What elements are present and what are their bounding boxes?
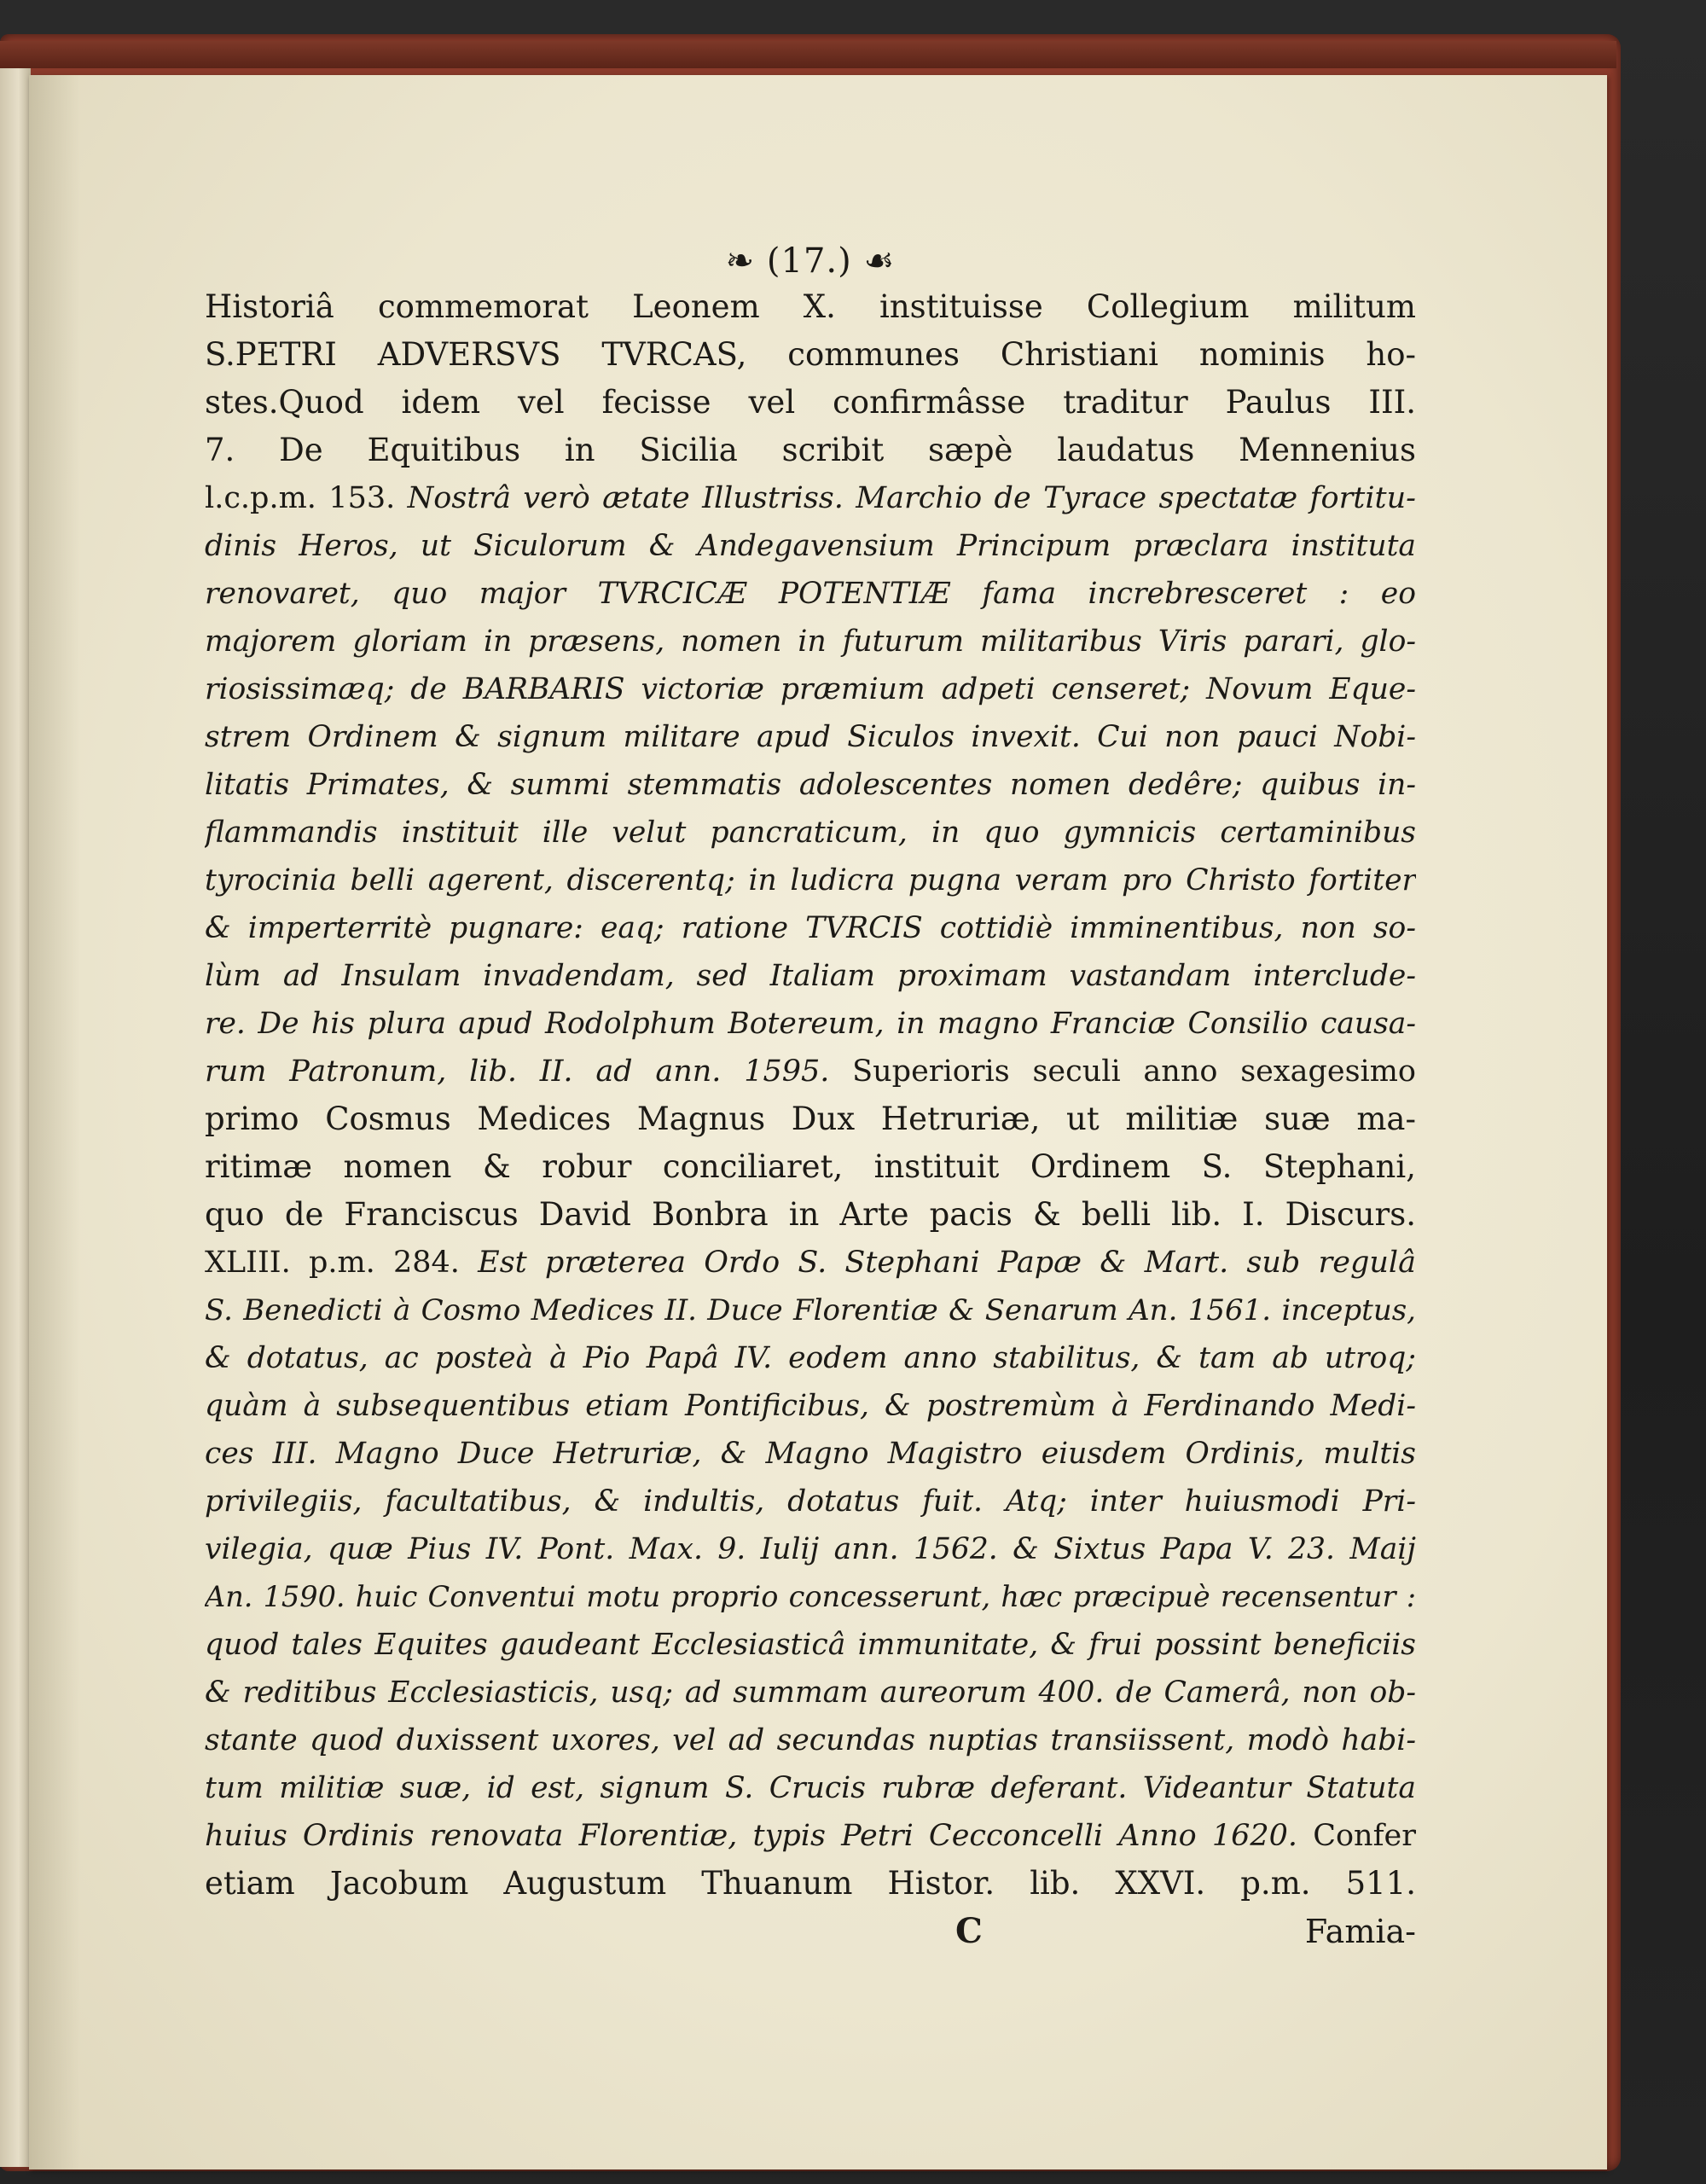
text-line: re. De his plura apud Rodolphum Botereum, in magno Franciæ Consilio causa- — [205, 1007, 1416, 1041]
text-line — [205, 474, 1416, 522]
text-line — [205, 1048, 1416, 1095]
text-line: etiam Jacobum Augustum Thuanum Histor. lib. XXVI. p.m. 511. — [205, 1865, 1416, 1902]
page-number: (17.) — [766, 241, 852, 281]
roman-segment: Confer — [1313, 1819, 1416, 1853]
text-line: An. 1590. huic Conventui motu proprio concesserunt, hæc præcipuè recensentur : — [205, 1580, 1416, 1613]
text-line: flammandis instituit ille velut pancraticum, in quo gymnicis certaminibus — [205, 816, 1416, 850]
text-line — [205, 1812, 1416, 1860]
roman-segment: XLIII. p.m. 284. — [205, 1246, 479, 1280]
text-line: stes.Quod idem vel fecisse vel confirmâsse traditur Paulus III. — [205, 384, 1416, 421]
text-line: ces III. Magno Duce Hetruriæ, & Magno Magistro eiusdem Ordinis, multis — [205, 1437, 1416, 1471]
text-line: S.PETRI ADVERSVS TVRCAS, communes Christiani nominis ho- — [205, 336, 1416, 373]
text-line: dinis Heros, ut Siculorum & Andegavensium Principum præclara instituta — [205, 529, 1416, 563]
header-ornament-left: ❧ — [725, 241, 756, 281]
italic-segment: Est præterea Ordo S. Stephani Papæ & Mart. sub regulâ — [478, 1246, 1416, 1280]
text-line: stante quod duxissent uxores, vel ad secundas nuptias transiissent, modò habi- — [205, 1723, 1416, 1757]
text-line: ritimæ nomen & robur conciliaret, instituit Ordinem S. Stephani, — [205, 1148, 1416, 1185]
text-line: majorem gloriam in præsens, nomen in futurum militaribus Viris parari, glo- — [205, 624, 1416, 659]
text-line: & dotatus, ac posteà à Pio Papâ IV. eodem anno stabilitus, & tam ab utroq; — [205, 1341, 1416, 1375]
text-line: tum militiæ suæ, id est, signum S. Crucis rubræ deferant. Videantur Statuta — [205, 1771, 1416, 1805]
text-line: strem Ordinem & signum militare apud Siculos invexit. Cui non pauci Nobi- — [205, 720, 1416, 754]
text-line — [205, 1239, 1416, 1287]
text-line: renovaret, quo major TVRCICÆ POTENTIÆ fama increbresceret : eo — [205, 577, 1416, 611]
text-line: quo de Franciscus David Bonbra in Arte pacis & belli lib. I. Discurs. — [205, 1196, 1416, 1233]
text-line: 7. De Equitibus in Sicilia scribit sæpè laudatus Mennenius — [205, 432, 1416, 468]
text-line: lùm ad Insulam invadendam, sed Italiam proximam vastandam interclude- — [205, 959, 1416, 993]
text-line: Historiâ commemorat Leonem X. instituisse Collegium militum — [205, 288, 1416, 325]
text-line: privilegiis, facultatibus, & indultis, dotatus fuit. Atq; inter huiusmodi Pri- — [205, 1484, 1416, 1519]
italic-segment: Nostrâ verò ætate Illustriss. Marchio de Tyrace spectatæ fortitu- — [407, 481, 1416, 515]
book-page — [29, 75, 1607, 2169]
text-line: quàm à subsequentibus etiam Pontificibus, & postremùm à Ferdinando Medi- — [205, 1389, 1416, 1423]
text-line: litatis Primates, & summi stemmatis adolescentes nomen dedêre; quibus in- — [205, 768, 1416, 802]
text-line: primo Cosmus Medices Magnus Dux Hetruriæ, ut militiæ suæ ma- — [205, 1101, 1416, 1137]
roman-segment: Superioris seculi anno sexagesimo — [852, 1054, 1416, 1089]
text-line: & imperterritè pugnare: eaq; ratione TVRCIS cottidiè imminentibus, non so- — [205, 911, 1416, 945]
page-footer — [205, 1908, 1416, 1955]
signature-mark: C — [955, 1911, 983, 1951]
text-line: riosissimæq; de BARBARIS victoriæ præmium adpeti censeret; Novum Eque- — [205, 672, 1416, 706]
italic-segment: huius Ordinis renovata Florentiæ, typis Petri Cecconcelli Anno 1620. — [205, 1819, 1314, 1853]
text-line: vilegia, quæ Pius IV. Pont. Max. 9. Iulij ann. 1562. & Sixtus Papa V. 23. Maij — [205, 1532, 1416, 1566]
text-line: S. Benedicti à Cosmo Medices II. Duce Florentiæ & Senarum An. 1561. inceptus, — [205, 1293, 1416, 1327]
previous-page-edge — [0, 68, 31, 2167]
page-text — [205, 239, 1416, 1955]
catchword: Famia- — [1304, 1913, 1416, 1950]
header-ornament-right: ☙ — [863, 241, 896, 281]
text-lines — [205, 283, 1416, 1908]
book-top-edge — [0, 41, 1616, 68]
text-line: tyrocinia belli agerent, discerentq; in ludicra pugna veram pro Christo fortiter — [205, 863, 1416, 897]
text-line: & reditibus Ecclesiasticis, usq; ad summam aureorum 400. de Camerâ, non ob- — [205, 1676, 1416, 1710]
text-line: quod tales Equites gaudeant Ecclesiasticâ immunitate, & frui possint beneficiis — [205, 1628, 1416, 1662]
roman-segment: l.c.p.m. 153. — [205, 481, 408, 515]
italic-segment: rum Patronum, lib. II. ad ann. 1595. — [205, 1054, 853, 1089]
page-number-header — [205, 239, 1416, 283]
